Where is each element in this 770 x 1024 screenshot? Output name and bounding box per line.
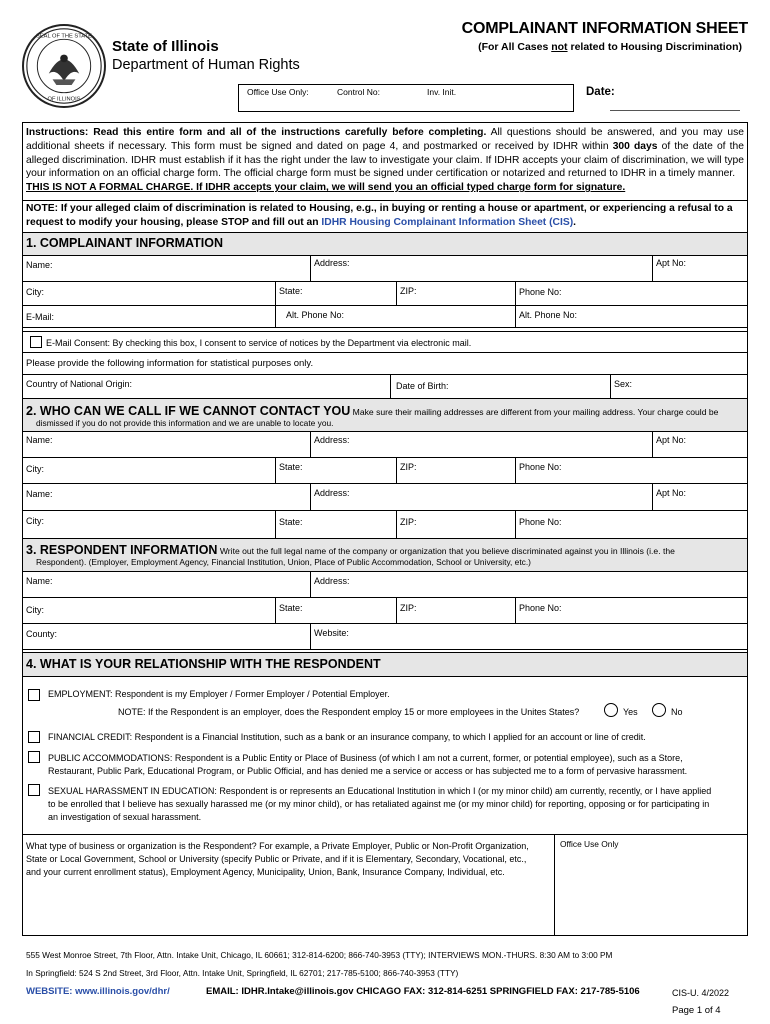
s2-name2-label: Name:: [26, 489, 53, 499]
s2-state2-label: State:: [279, 517, 303, 527]
sexual-harassment-text2: to be enrolled that I believe has sexually harassed me (or my minor child), or has retaliated against me (or my minor child) for reporting, opposing or for participating in: [48, 799, 710, 809]
s2-zip-label: ZIP:: [400, 462, 417, 472]
s1-state-label: State:: [279, 286, 303, 296]
s1-sex-label: Sex:: [614, 379, 633, 389]
sexual-harassment-checkbox[interactable]: [28, 784, 40, 796]
section2-title: 2. WHO CAN WE CALL IF WE CANNOT CONTACT YOU Make sure their mailing addresses are different from your mailing address. Your charge could be: [26, 404, 719, 418]
public-accommodations-text2: Restaurant, Public Park, Educational Program, or Public Official, and has denied me a service or access or has subjected me to a form of pervasive harassment.: [48, 766, 688, 776]
employment-text: EMPLOYMENT: Respondent is my Employer / Former Employer / Potential Employer.: [48, 689, 390, 699]
form-title: COMPLAINANT INFORMATION SHEET: [461, 20, 748, 37]
s2-address-label: Address:: [314, 435, 350, 445]
office-use-box: [238, 84, 574, 112]
instructions-body1: All questions should be answered, and you may use additional sheets if necessary. This form must be signed and dated on page 4, and postmarked or received by IDHR within: [26, 127, 745, 152]
s3-website-label: Website:: [314, 628, 349, 638]
s2-zip2-label: ZIP:: [400, 517, 417, 527]
footer-contacts: EMAIL: IDHR.Intake@illinois.gov CHICAGO FAX: 312-814-6251 SPRINGFIELD FAX: 217-785-5106: [206, 986, 640, 997]
s1-email-label: E-Mail:: [26, 312, 55, 322]
business-type-q3: and your current enrollment status), Employment Agency, Municipality, Union, Bank, Insurance Company, Individual, etc.: [26, 867, 505, 877]
section3-title: 3. RESPONDENT INFORMATION Write out the full legal name of the company or organization that you believe discriminated against you in Illinois (i.e. the: [26, 543, 675, 557]
section4-title: 4. WHAT IS YOUR RELATIONSHIP WITH THE RESPONDENT: [26, 657, 381, 671]
s3-phone-label: Phone No:: [519, 603, 562, 613]
s2-phone2-label: Phone No:: [519, 517, 562, 527]
employ15-no-radio[interactable]: [652, 703, 666, 717]
housing-note-text: NOTE: If your alleged claim of discrimination is related to Housing, e.g., in buying or renting a house or apartment, or experiencing a refusal to a request to modify your housing, please STOP and fill out an: [26, 203, 733, 228]
s3-state-label: State:: [279, 603, 303, 613]
employment-checkbox[interactable]: [28, 689, 40, 701]
svg-text:OF ILLINOIS: OF ILLINOIS: [47, 96, 81, 103]
s1-dob-label: Date of Birth:: [396, 381, 449, 391]
employ15-yes-radio[interactable]: [604, 703, 618, 717]
email-consent-checkbox[interactable]: [30, 336, 42, 348]
s3-name-label: Name:: [26, 576, 53, 586]
s1-address-label: Address:: [314, 258, 350, 268]
form-subtitle: (For All Cases not related to Housing Discrimination): [478, 41, 742, 53]
form-id: CIS-U. 4/2022: [672, 988, 730, 998]
s1-city-label: City:: [26, 287, 44, 297]
s1-alt-phone-label: Alt. Phone No:: [286, 310, 345, 320]
department-name: Department of Human Rights: [112, 57, 300, 73]
business-type-q1: What type of business or organization is the Respondent? For example, a Private Employer, Public or Non-Profit Organization,: [26, 841, 529, 851]
housing-cis-link[interactable]: IDHR Housing Complainant Information Sheet (CIS): [321, 216, 574, 228]
s1-zip-label: ZIP:: [400, 286, 417, 296]
s1-apt-label: Apt No:: [656, 258, 687, 268]
s2-name-label: Name:: [26, 435, 53, 445]
s2-phone-label: Phone No:: [519, 462, 562, 472]
section2-desc: dismissed if you do not provide this information and we are unable to locate you.: [36, 418, 334, 428]
housing-note-end: .: [573, 216, 576, 228]
financial-credit-checkbox[interactable]: [28, 731, 40, 743]
s2-city2-label: City:: [26, 516, 44, 526]
s1-alt-phone2-label: Alt. Phone No:: [519, 310, 578, 320]
control-no-label: Control No:: [337, 87, 380, 97]
s2-apt-label: Apt No:: [656, 435, 687, 445]
section1-title: 1. COMPLAINANT INFORMATION: [26, 236, 223, 250]
office-use-label: Office Use Only:: [247, 87, 309, 97]
instructions-block: [26, 126, 744, 195]
s2-apt2-label: Apt No:: [656, 488, 687, 498]
housing-note: [26, 202, 744, 230]
sexual-harassment-text3: an investigation of sexual harassment.: [48, 812, 202, 822]
not-formal-charge: THIS IS NOT A FORMAL CHARGE. If IDHR accepts your claim, we will send you an official typed charge form for signature.: [26, 182, 626, 194]
instructions-lead: Instructions: Read this entire form and all of the instructions carefully before completing.: [26, 127, 487, 138]
illinois-state-seal-icon: [22, 24, 106, 108]
state-name: State of Illinois: [112, 38, 219, 55]
deadline-days: 300 days: [612, 140, 658, 152]
svg-text:SEAL OF THE STATE: SEAL OF THE STATE: [36, 33, 92, 40]
instructions-body2: of the date of the alleged discrimination. IDHR must establish if it has the right under the law to investigate your claim. If IDHR accepts your claim of discrimination, we will type your information on an official charge form. The official charge form must be signed under certification or notarized and returned to IDHR in a timely manner.: [26, 140, 744, 180]
date-label: Date:: [586, 86, 615, 98]
date-field[interactable]: [610, 110, 740, 111]
s3-city-label: City:: [26, 605, 44, 615]
financial-credit-text: FINANCIAL CREDIT: Respondent is a Financial Institution, such as a bank or an insurance company, to which I applied for an account or line of credit.: [48, 732, 646, 742]
public-accommodations-text1: PUBLIC ACCOMMODATIONS: Respondent is a Public Entity or Place of Business (of which I am not a current, former, or potential employee), such as a Store,: [48, 753, 683, 763]
inv-init-label: Inv. Init.: [427, 87, 457, 97]
s2-address2-label: Address:: [314, 488, 350, 498]
employment-note: NOTE: If the Respondent is an employer, does the Respondent employ 15 or more employees in the Unites States?: [118, 707, 580, 717]
s3-address-label: Address:: [314, 576, 350, 586]
email-consent-text: E-Mail Consent: By checking this box, I consent to service of notices by the Department via electronic mail.: [46, 338, 472, 348]
section3-desc: Respondent). (Employer, Employment Agency, Financial Institution, Union, Place of Public Accommodation, School or University, etc.): [36, 557, 531, 567]
s3-county-label: County:: [26, 629, 58, 639]
s3-zip-label: ZIP:: [400, 603, 417, 613]
employ15-no-label: No: [671, 707, 683, 717]
s1-name-label: Name:: [26, 260, 53, 270]
page-number: Page 1 of 4: [672, 1005, 721, 1016]
s2-state-label: State:: [279, 462, 303, 472]
public-accommodations-checkbox[interactable]: [28, 751, 40, 763]
employ15-yes-label: Yes: [623, 707, 638, 717]
footer-website-link[interactable]: WEBSITE: www.illinois.gov/dhr/: [26, 986, 170, 997]
office-use-only-label: Office Use Only: [560, 839, 619, 849]
sexual-harassment-text1: SEXUAL HARASSMENT IN EDUCATION: Respondent is or represents an Educational Institution in which I (or my minor child) am currently, recently, or I have applied: [48, 786, 712, 796]
business-type-q2: State or Local Government, School or University (specify Public or Private, and if it is Elementary, Secondary, Vocational, etc.,: [26, 854, 527, 864]
s1-origin-label: Country of National Origin:: [26, 379, 133, 389]
s1-phone-label: Phone No:: [519, 287, 562, 297]
footer-chicago-address: 555 West Monroe Street, 7th Floor, Attn. Intake Unit, Chicago, IL 60661; 312-814-6200; 866-740-3953 (TTY); INTERVIEWS MON.-THURS. 8:30 AM to 3:00 PM: [26, 950, 613, 960]
s2-city-label: City:: [26, 464, 44, 474]
statistical-note: Please provide the following information for statistical purposes only.: [26, 358, 314, 369]
footer-springfield-address: In Springfield: 524 S 2nd Street, 3rd Floor, Attn. Intake Unit, Springfield, IL 62701; 217-785-5100; 866-740-3953 (TTY): [26, 968, 459, 978]
